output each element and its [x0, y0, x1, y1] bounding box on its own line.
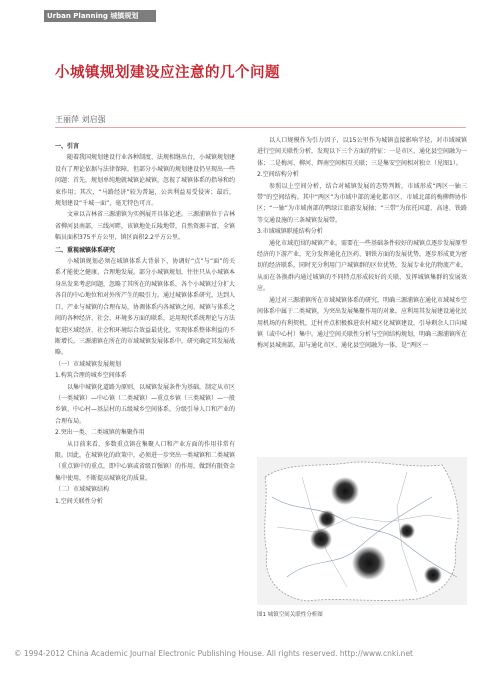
subsection-heading: 2.空间结构分析 — [257, 171, 299, 179]
title-divider — [55, 127, 466, 128]
body-paragraph: 从目前来看，多数重点镇在集聚人口和产业方面的作用非常有限。因此，在城镇化的政策中，必须进一步突出一类城镇和二类城镇（重点镇中的重点，即中心镇或省级百强镇）的作用，做到有限资金集中使用，不断提高城镇化的质量。 — [55, 440, 236, 482]
subsection-heading: 3.市域城镇职能结构分析 — [257, 228, 323, 236]
body-paragraph: 通过对三源浦镇所在市域城镇体系的研究，明确三源浦镇在通化市域城乡空间体系中属于二类城镇，为突出发展集聚作用的对象，应利用其发展建设通化民用机场的有利契机，迁村并点积极推进农村城区化城镇建设，引导剩余人口向城镇（或中心村）集中。通过空间关联性分析与空间结构规划，明确三源浦镇所在梅河县城南部，却与通化市区、通化县空间融为一体，是“两区一 — [257, 296, 468, 350]
journal-banner — [44, 10, 156, 22]
subsection-heading: （一）市域城镇发展规划 — [55, 360, 122, 368]
influence-zone — [310, 528, 332, 550]
section-heading: 一、引言 — [55, 143, 80, 150]
subsection-heading: （二）市域城镇结构 — [55, 486, 110, 494]
influence-zone — [318, 510, 336, 528]
copyright-footer: © 1994-2012 China Academic Journal Electronic Publishing House. All rights reserved. http://www.cnki.net — [14, 649, 413, 658]
body-paragraph: 以集中城镇化道路为原则，以城镇发展条件为基础，制定从市区（一类城镇）—中心镇（二类城镇）—重点乡镇（三类城镇）—一般乡镇、中心村—基层村的五级城乡空间体系，分级引导人口和产业的合理布局。 — [55, 383, 236, 425]
article-title: 小城镇规划建设应注意的几个问题 — [55, 65, 280, 81]
body-paragraph: 参照以上空间分析，结合对城镇发展的态势判断，市域形成“两区一轴三带”的空间结构。其中“两区”为市域中部的通化都市区、市域北部的梅柳辉协作区；“一轴”为市域南部的鸭绿江旅游发展轴；“三带”为依托国道、高速、铁路等交通设施的三条城镇发展带。 — [257, 182, 467, 224]
influence-zone — [331, 477, 359, 505]
body-paragraph: 通化市域范围的城镇产业，需要在一些基础条件较好的城镇点逐步发展原型经济的下游产业，充分发挥通化在医药、钢铁方面的发展优势，逐步形成更为密切的经济联系，同时充分利用门户城镇群的区位优势，发展专业化的物流产业，从而在各换群内通过城镇的不同特点形成较好的关联，发挥城镇集群的发展效应。 — [257, 239, 468, 293]
subsection-heading: 1.构筑合理的城乡空间体系 — [55, 372, 127, 380]
figure-caption: 图1 城镇空间关联性分析图 — [257, 612, 323, 618]
body-paragraph: 随着我国规划建设行业各种制度、法规相继出台，小城镇规划建设有了理论依据与法律保障，但部分小城镇的规划建设仍呈现出一些问题：首先，规划单纯地就城镇论城镇，忽视了城镇体系的指导和约束作用；其次，“马路经济”较为普遍，公共利益易受侵害；最后，规划建设“千城一面”，毫无特色可言。 — [55, 154, 236, 208]
left-column — [55, 140, 235, 507]
journal-name: Urban Planning 城镇规划 — [47, 12, 139, 20]
article-authors: 王丽萍 刘启强 — [55, 115, 106, 124]
spatial-analysis-map — [257, 457, 467, 605]
influence-zone — [352, 546, 386, 580]
body-paragraph: 文章以吉林省三源浦镇为实例展开具体论述。三源浦镇位于吉林省柳河县南部，三线河畔，该镇地处丘陵地带，自然资源丰富，全镇幅员面积375平方公里，镇区面积2.2平方公里。 — [55, 211, 236, 242]
right-column — [257, 135, 467, 352]
subsection-heading: 1.空间关联性分析 — [55, 497, 103, 505]
section-heading: 二、重视城镇体系研究 — [55, 246, 116, 254]
influence-zone — [399, 523, 415, 539]
body-paragraph: 小城镇规划必须在城镇体系大背景下，协调好“点”与“面”的关系才能使之健康、合理地发展。部分小城镇规划，往往只从小城镇本身出发来考虑问题，忽略了其所在的城镇体系，各个小城镇过分扩大各自的中心地位和对外所产生的吸引力。通过城镇体系研究，达到人口、产业与城镇的合理布局，协调体系内各城镇之间、城镇与体系之间的各种经济、社会、环境多方面的联系，运用现代系统理论与方法促进区域经济、社会和环境综合效益最优化，实现体系整体利益的不断增长。三源浦镇在所在的市域城镇发展体系中，研究确定其发展战略。 — [55, 258, 236, 357]
subsection-heading: 2.突出一类、二类城镇的集聚作用 — [55, 429, 145, 437]
body-paragraph: 以人口规模作为引力因子，以15公里作为城镇直接影响半径，对市域城镇进行空间关联性分析，发现以下三个方面的特征：一是市区、通化县空间融为一体；二是梅河、柳河、辉南空间相互关联；三是集安空间相对独立（见图1）。 — [257, 137, 468, 167]
influence-zone — [424, 566, 442, 584]
